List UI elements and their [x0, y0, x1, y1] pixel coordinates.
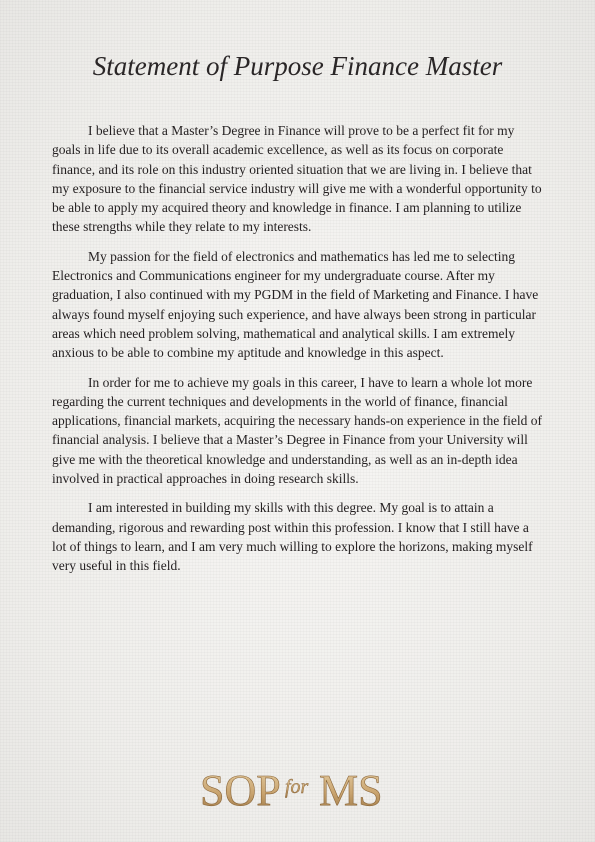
- paragraph-2: My passion for the field of electronics and mathematics has led me to selecting Electronics and Communications engineer for my undergraduate course. After my graduation, I also continued with my PGDM in the field of Marketing and Finance. I have always found myself enjoying such experience, and have always been strong in particular areas which need problem solving, mathematical and analytical skills. I am extremely anxious to be able to combine my aptitude and knowledge in this aspect.: [52, 248, 539, 361]
- paragraph-4: I am interested in building my skills with this degree. My goal is to attain a demanding, rigorous and rewarding post within this profession. I know that I still have a lot of things to learn, and I am very much willing to explore the horizons, making myself very useful in this field.: [52, 500, 533, 574]
- paragraph-1: I believe that a Master’s Degree in Finance will prove to be a perfect fit for my goals in life due to its overall academic excellence, as well as its focus on corporate finance, and its role on this industry oriented situation that we are living in. I believe that my exposure to the financial service industry will give me with a wonderful opportunity to be able to apply my acquired theory and knowledge in finance. I am planning to utilize these strengths while they relate to my interests.: [52, 123, 542, 235]
- logo-text-ms: MS: [318, 766, 383, 815]
- document-body: [52, 121, 545, 586]
- sopforms-logo: [0, 760, 595, 816]
- document-title: Statement of Purpose Finance Master: [92, 51, 503, 81]
- paragraph-3: In order for me to achieve my goals in this career, I have to learn a whole lot more regarding the current techniques and developments in the world of finance, financial applications, financial markets, acquiring the necessary hands-on experience in the field of financial analysis. I believe that a Master’s Degree in Finance from your University will give me with the theoretical knowledge and understanding, as well as an in-depth idea involved in practical approaches in doing research skills.: [52, 374, 542, 487]
- logo-text-sop: SOP: [199, 766, 281, 815]
- logo-text-for: for: [284, 776, 308, 798]
- logo-wordmark: [198, 760, 398, 816]
